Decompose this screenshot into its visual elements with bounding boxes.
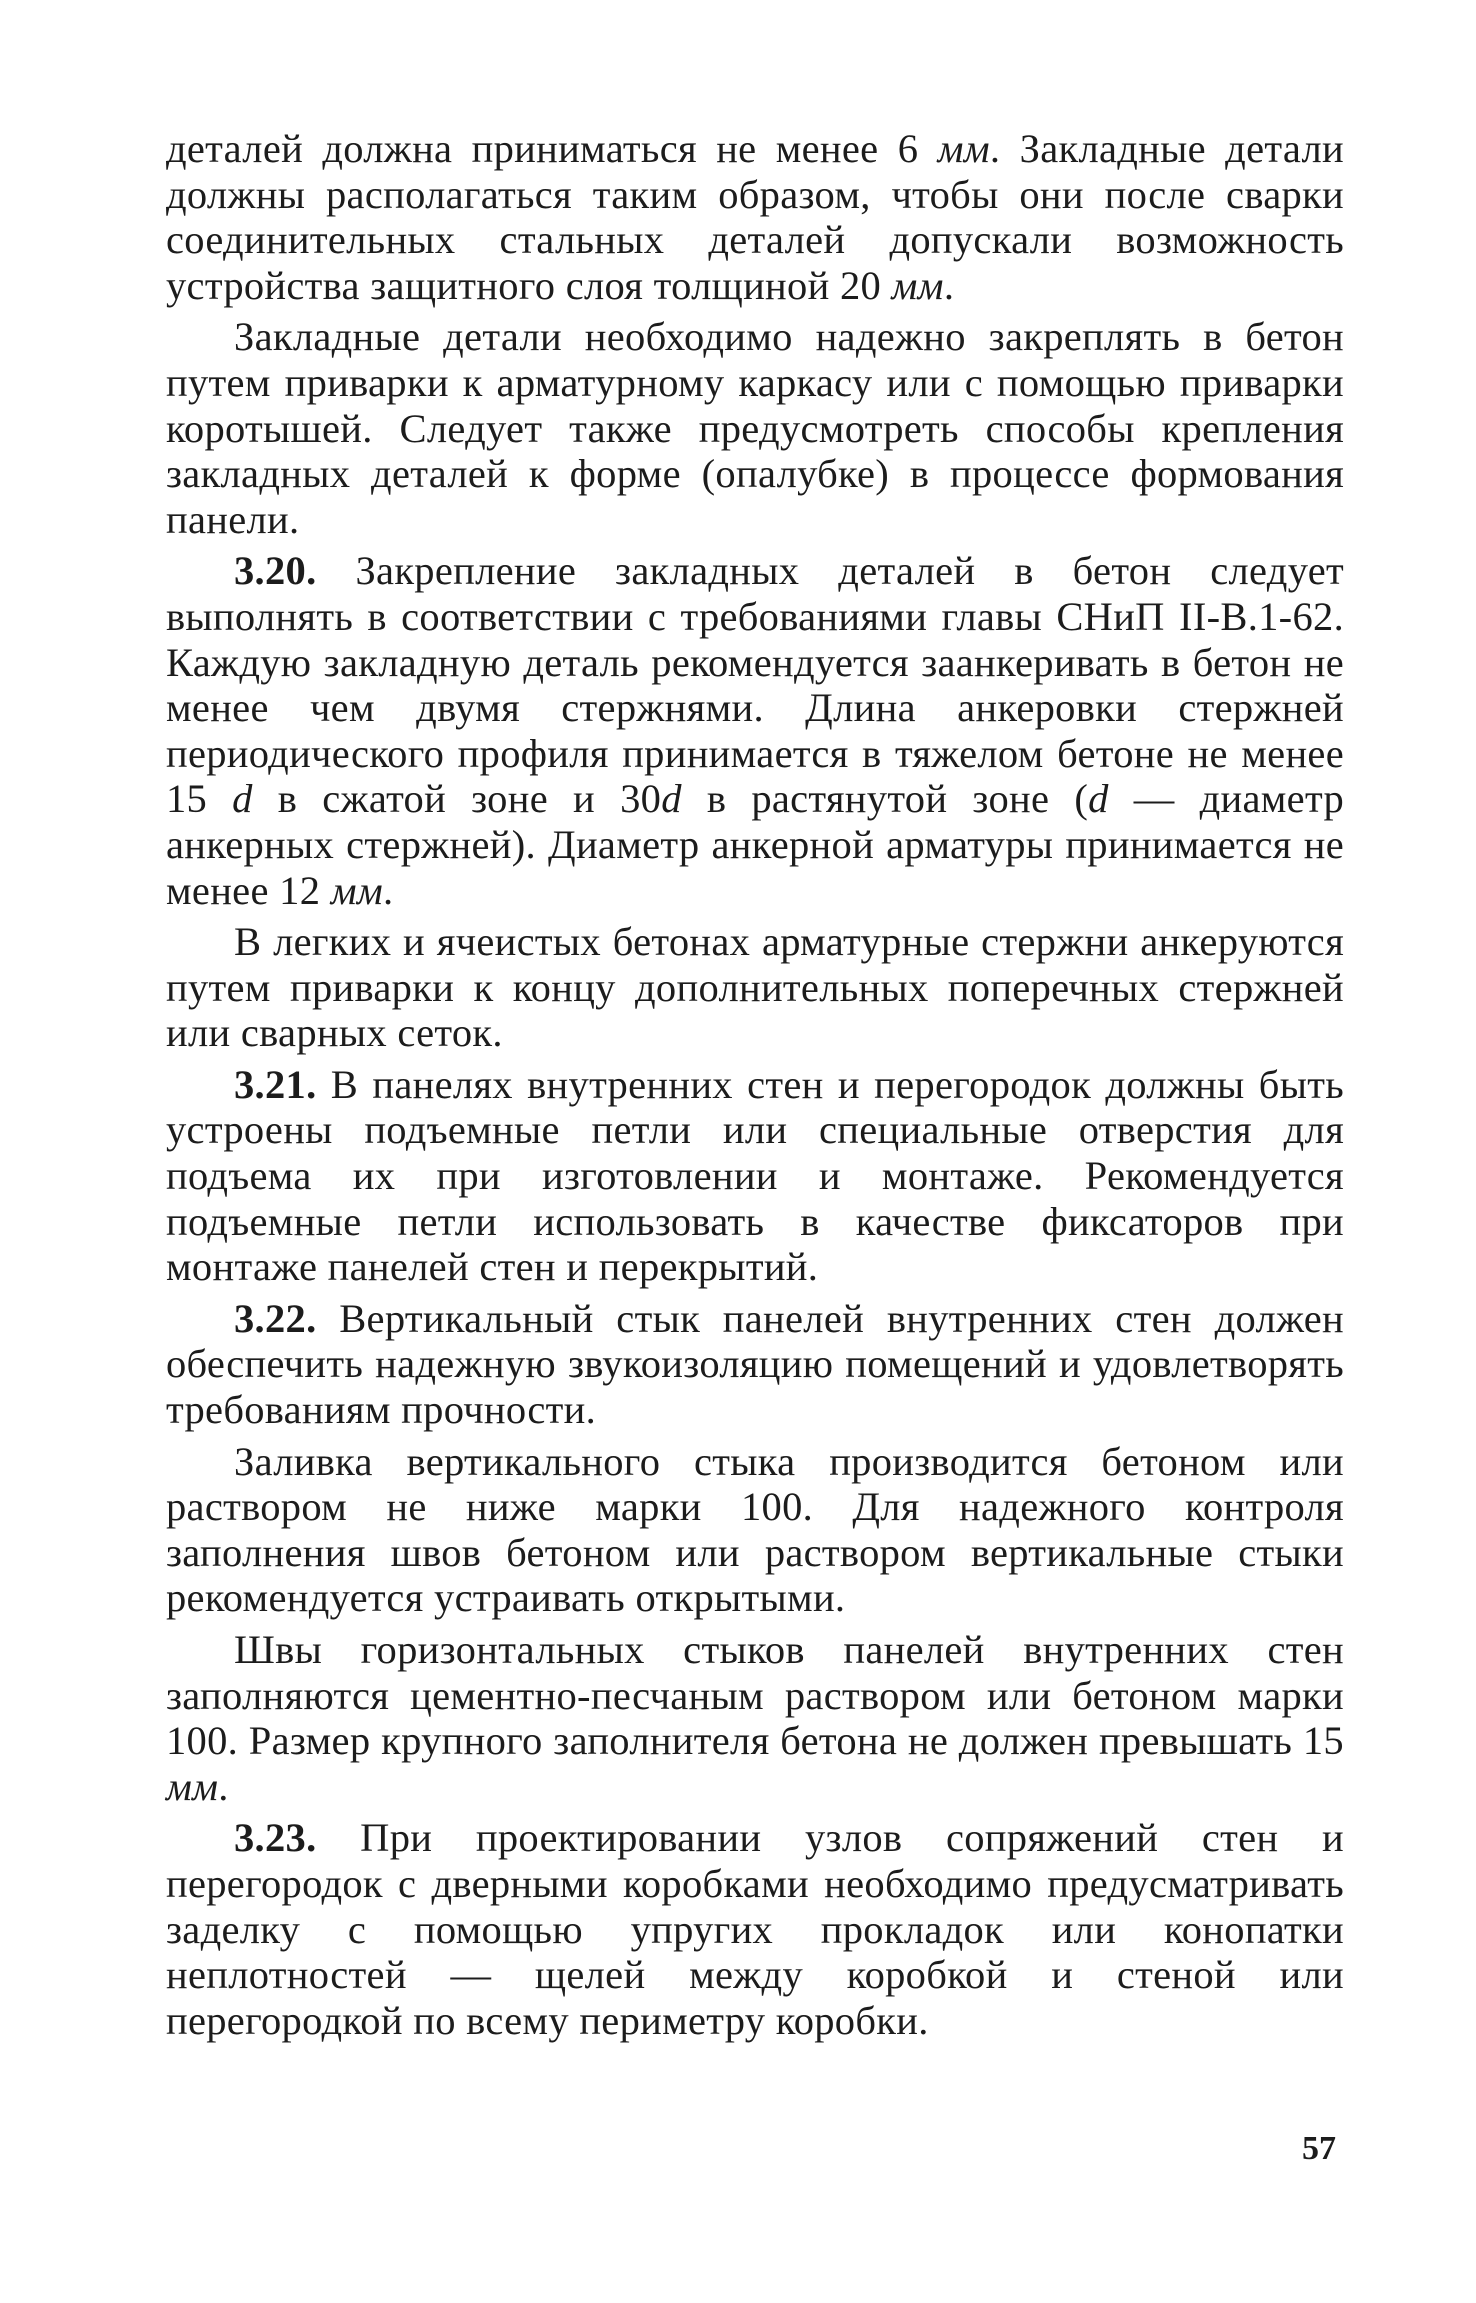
- italic-text: мм: [166, 1763, 219, 1809]
- section-paragraph: [166, 1062, 1344, 1290]
- paragraph-text: Закладные детали необходимо надежно закреплять в бетон путем приварки к арматурному каркасу или с помощью приварки коротышей. Следует также предусмотреть способы крепления закладных деталей к форме (опалубке) в процессе формования панели.: [166, 314, 1344, 542]
- section-number: 3.20.: [234, 548, 317, 594]
- paragraph-text: — диаметр анкерных стержней). Диаметр анкерной арматуры принимается не менее 12: [166, 776, 1345, 913]
- paragraph-text: в растянутой зоне (: [681, 776, 1089, 822]
- body-paragraph: [166, 1627, 1344, 1809]
- page-body: [166, 126, 1344, 2043]
- paragraph-text: в сжатой зоне и 30: [252, 776, 662, 822]
- section-paragraph: [166, 1296, 1344, 1433]
- section-number: 3.23.: [234, 1815, 317, 1861]
- section-paragraph: [166, 548, 1344, 913]
- section-paragraph: [166, 1815, 1344, 2043]
- italic-text: мм: [937, 126, 990, 171]
- italic-text: мм: [891, 262, 944, 308]
- paragraph-text: .: [218, 1763, 229, 1809]
- paragraph-text: Швы горизонтальных стыков панелей внутренних стен заполняются цементно-песчаным раствором или бетоном марки 100. Размер крупного заполнителя бетона не должен превышать 15: [166, 1627, 1344, 1764]
- body-paragraph: [166, 314, 1344, 542]
- paragraph-text: В легких и ячеистых бетонах арматурные стержни анкеруются путем приварки к концу дополнительных поперечных стержней или сварных сеток.: [166, 919, 1344, 1056]
- italic-text: d: [232, 776, 253, 822]
- section-number: 3.21.: [234, 1061, 317, 1107]
- body-paragraph: [166, 919, 1344, 1056]
- paragraph-text: При проектировании узлов сопряжений стен и перегородок с дверными коробками необходимо предусматривать заделку с помощью упругих прокладок или конопатки неплотностей — щелей между коробкой и стеной или перегородкой по всему периметру коробки.: [166, 1815, 1344, 2043]
- body-paragraph: [166, 1439, 1344, 1621]
- italic-text: мм: [330, 867, 383, 913]
- paragraph-text: .: [382, 867, 394, 913]
- paragraph-text: . Закладные детали должны располагаться таким образом, чтобы они после сварки соединительных стальных деталей допускали возможность устройства защитного слоя толщиной 20: [166, 126, 1344, 308]
- paragraph-text: .: [943, 262, 955, 308]
- paragraph-text: Заливка вертикального стыка производится бетоном или раствором не ниже марки 100. Для надежного контроля заполнения швов бетоном или раствором вертикальные стыки рекомендуется устраивать открытыми.: [166, 1438, 1344, 1621]
- section-number: 3.22.: [234, 1295, 317, 1341]
- italic-text: d: [1088, 776, 1109, 822]
- body-paragraph: [166, 126, 1344, 308]
- page-number: 57: [1302, 2130, 1336, 2167]
- paragraph-text: Вертикальный стык панелей внутренних стен должен обеспечить надежную звукоизоляцию помещений и удовлетворять требованиям прочности.: [166, 1295, 1344, 1433]
- paragraph-text: В панелях внутренних стен и перегородок должны быть устроены подъемные петли или специальные отверстия для подъема их при изготовлении и монтаже. Рекомендуется подъемные петли использовать в качестве фиксаторов при монтаже панелей стен и перекрытий.: [166, 1061, 1344, 1290]
- paragraph-text: Закрепление закладных деталей в бетон следует выполнять в соответствии с требованиями главы СНиП II-В.1-62. Каждую закладную деталь рекомендуется заанкеривать в бетон не менее чем двумя стержнями. Длина анкеровки стержней периодического профиля принимается в тяжелом бетоне не менее 15: [166, 548, 1344, 822]
- italic-text: d: [661, 776, 682, 822]
- paragraph-text: деталей должна приниматься не менее 6: [166, 126, 938, 171]
